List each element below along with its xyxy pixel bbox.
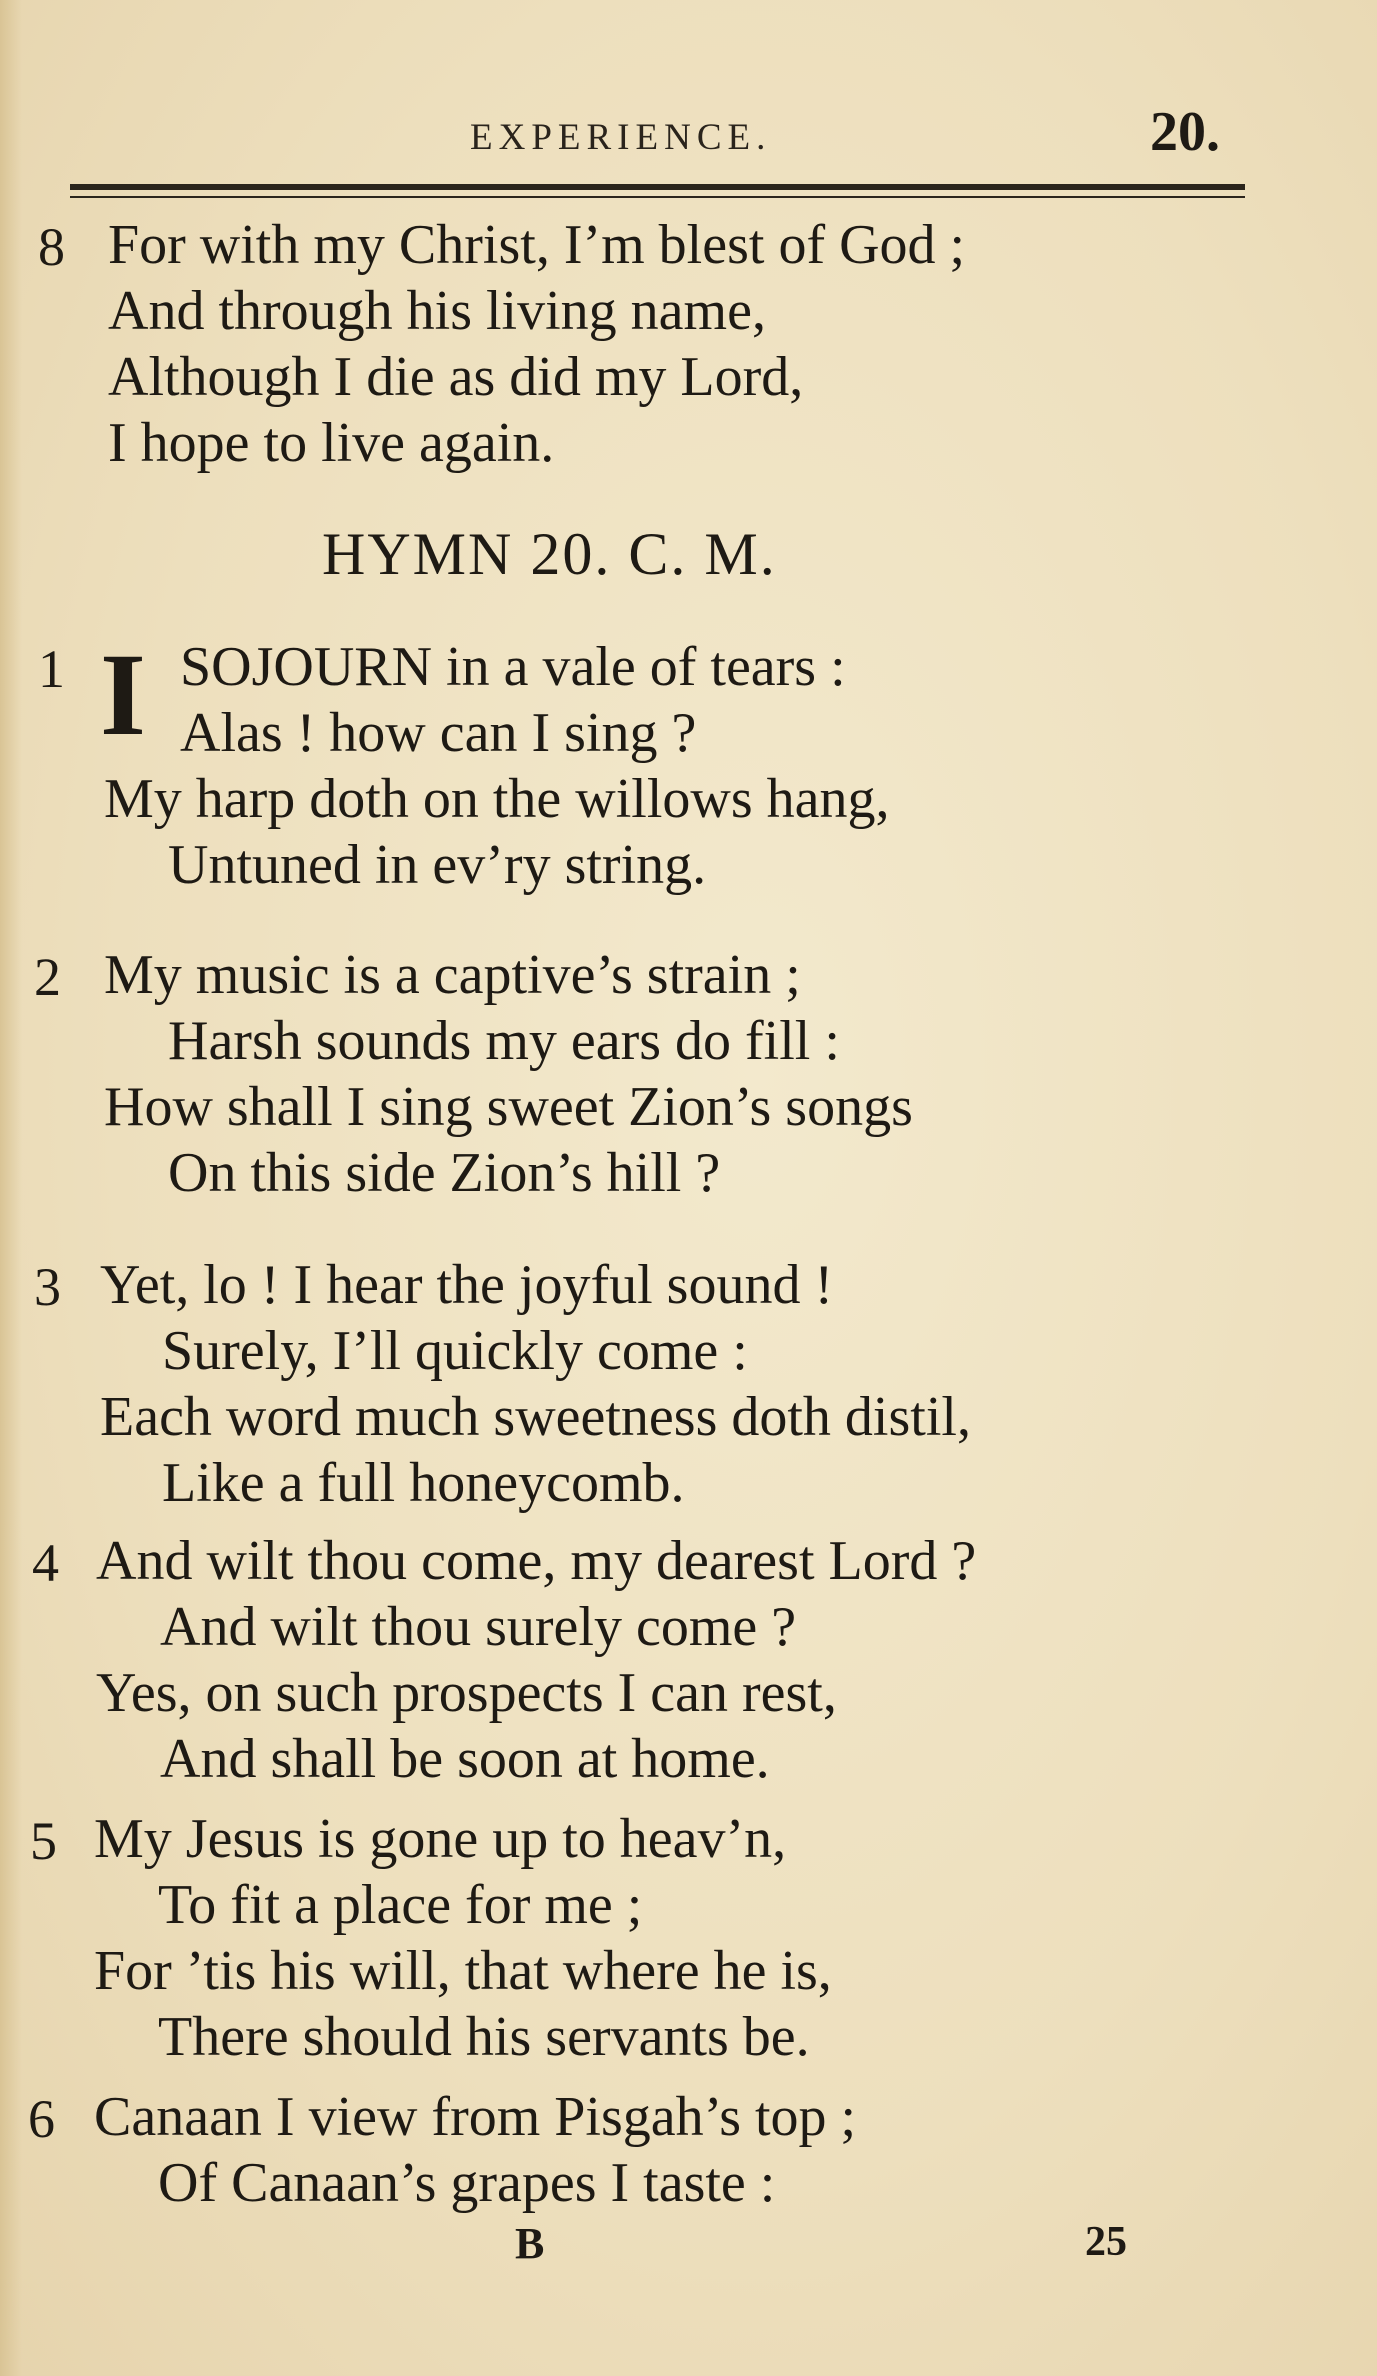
verse-number: 6 [28,2089,55,2149]
verse-line: My harp doth on the willows hang, [104,768,890,830]
verse-line: Of Canaan’s grapes I taste : [158,2152,776,2214]
verse-line: Although I die as did my Lord, [108,346,804,408]
verse-line: How shall I sing sweet Zion’s songs [104,1076,913,1138]
verse-line: Surely, I’ll quickly come : [162,1320,748,1382]
verse-line: And wilt thou come, my dearest Lord ? [96,1530,977,1592]
verse-number: 3 [34,1257,61,1317]
header-rule-thick [70,184,1245,190]
verse-line: Each word much sweetness doth distil, [100,1386,971,1448]
verse-line: For ’tis his will, that where he is, [94,1940,832,2002]
verse-line: Canaan I view from Pisgah’s top ; [94,2086,857,2148]
verse-line: Alas ! how can I sing ? [180,702,697,764]
hymn-title: HYMN 20. C. M. [322,521,777,587]
verse-number: 8 [38,217,65,277]
running-head: EXPERIENCE. [470,117,772,158]
verse-line: Yet, lo ! I hear the joyful sound ! [100,1254,834,1316]
verse-line: On this side Zion’s hill ? [168,1142,721,1204]
verse-line: For with my Christ, I’m blest of God ; [108,214,966,276]
verse-line: Like a full honeycomb. [162,1452,685,1514]
verse-line: SOJOURN in a vale of tears : [180,636,846,698]
verse-line: I hope to live again. [108,412,555,474]
verse-number: 4 [32,1533,59,1593]
verse-number: 5 [30,1811,57,1871]
verse-line: Untuned in ev’ry string. [168,834,707,896]
page-number: 20. [1150,101,1220,163]
signature-mark: B [515,2219,545,2268]
verse-line: My music is a captive’s strain ; [104,944,801,1006]
verse-line: Yes, on such prospects I can rest, [96,1662,837,1724]
verse-line: My Jesus is gone up to heav’n, [94,1808,787,1870]
page-edge-shading [0,0,22,2376]
verse-line: And wilt thou surely come ? [160,1596,797,1658]
drop-cap: I [100,629,146,760]
verse-line: There should his servants be. [158,2006,810,2068]
verse-line: And shall be soon at home. [160,1728,770,1790]
verse-line: To fit a place for me ; [158,1874,643,1936]
verse-number: 1 [38,639,65,699]
verse-line: Harsh sounds my ears do fill : [168,1010,840,1072]
verse-line: And through his living name, [108,280,766,342]
catchword: 25 [1085,2219,1127,2265]
header-rule-thin [70,196,1245,198]
verse-number: 2 [34,947,61,1007]
